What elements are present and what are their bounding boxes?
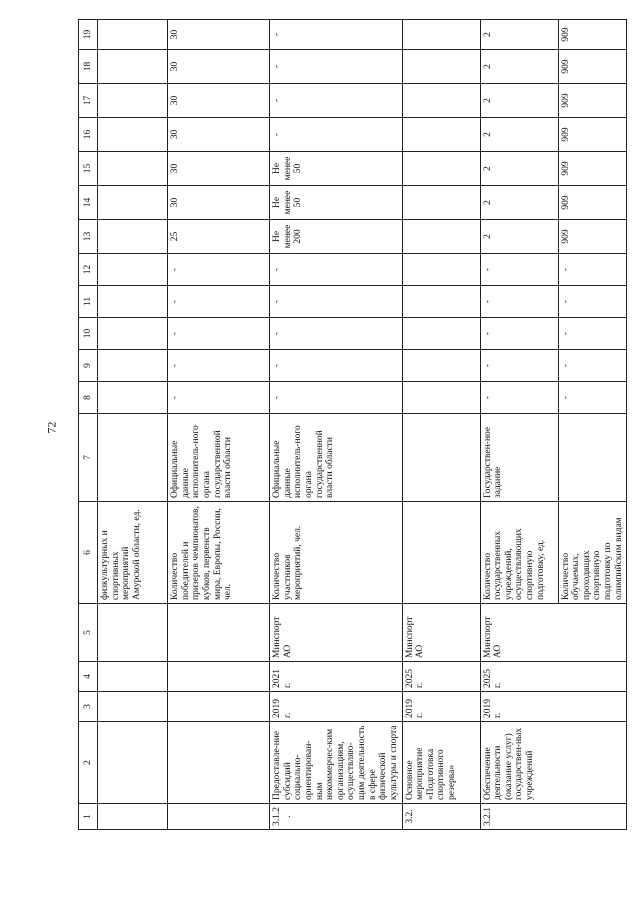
- cell-c1: 3.1.2.: [270, 804, 403, 830]
- cell-c3: [168, 692, 270, 722]
- header-cell: 2: [79, 722, 98, 804]
- cell-c4: 2021 г.: [270, 662, 403, 692]
- cell-c6: Количество государственных учреждений, осуществляющих спортивную подготовку, ед.: [480, 502, 558, 604]
- value-cell: -: [168, 254, 270, 286]
- value-cell: 909: [558, 20, 627, 50]
- value-cell: [402, 220, 480, 254]
- cell-c2: Основное мероприятие «Подготовка спортивного резерва»: [402, 722, 480, 804]
- value-cell: -: [270, 50, 403, 84]
- cell-c5: [168, 604, 270, 662]
- page-number: 72: [44, 421, 59, 434]
- value-cell: 909: [558, 84, 627, 118]
- value-cell: -: [558, 350, 627, 382]
- header-cell: 10: [79, 318, 98, 350]
- cell-c1: [168, 804, 270, 830]
- cell-c1: [98, 804, 168, 830]
- value-cell: -: [270, 20, 403, 50]
- value-cell: Не менее 50: [270, 186, 403, 220]
- header-cell: 16: [79, 118, 98, 152]
- value-cell: [402, 118, 480, 152]
- table-row: [168, 20, 270, 830]
- value-cell: -: [558, 254, 627, 286]
- value-cell: [98, 382, 168, 414]
- cell-c4: 2025 г.: [480, 662, 627, 692]
- header-cell: 13: [79, 220, 98, 254]
- header-cell: 18: [79, 50, 98, 84]
- value-cell: [98, 152, 168, 186]
- value-cell: [98, 220, 168, 254]
- cell-c5: Минспорт АО: [270, 604, 403, 662]
- value-cell: -: [270, 254, 403, 286]
- cell-c7: Государствен-ное задание: [480, 414, 558, 502]
- value-cell: -: [270, 84, 403, 118]
- cell-c2: Обеспечение деятельности (оказание услуг) государствен-ных учреждений: [480, 722, 627, 804]
- cell-c2: [98, 722, 168, 804]
- value-cell: -: [480, 382, 558, 414]
- value-cell: -: [168, 350, 270, 382]
- value-cell: [98, 118, 168, 152]
- value-cell: [402, 382, 480, 414]
- value-cell: -: [270, 350, 403, 382]
- cell-c4: [168, 662, 270, 692]
- cell-c7: [402, 414, 480, 502]
- header-row: [79, 20, 98, 830]
- value-cell: 2: [480, 220, 558, 254]
- cell-c7: Официальные данные исполнитель-ного органа государственной власти области: [168, 414, 270, 502]
- value-cell: [402, 84, 480, 118]
- table-row: [402, 20, 480, 830]
- value-cell: 2: [480, 152, 558, 186]
- cell-c6: Количество победителей и призеров чемпионатов, кубков, первенств мира, Европы, России, чел.: [168, 502, 270, 604]
- value-cell: -: [480, 286, 558, 318]
- value-cell: 909: [558, 152, 627, 186]
- value-cell: Не менее 50: [270, 152, 403, 186]
- value-cell: 2: [480, 20, 558, 50]
- value-cell: -: [480, 350, 558, 382]
- header-cell: 19: [79, 20, 98, 50]
- value-cell: 2: [480, 118, 558, 152]
- cell-c3: 2019 г.: [480, 692, 627, 722]
- cell-c3: [98, 692, 168, 722]
- cell-c5: Минспорт АО: [402, 604, 480, 662]
- value-cell: 30: [168, 152, 270, 186]
- cell-c5: [98, 604, 168, 662]
- header-cell: 4: [79, 662, 98, 692]
- value-cell: 2: [480, 186, 558, 220]
- value-cell: -: [558, 286, 627, 318]
- cell-c7: Официальные данные исполнитель-ного органа государственной власти области: [270, 414, 403, 502]
- value-cell: [98, 186, 168, 220]
- value-cell: -: [270, 286, 403, 318]
- header-cell: 1: [79, 804, 98, 830]
- header-cell: 8: [79, 382, 98, 414]
- header-cell: 14: [79, 186, 98, 220]
- cell-c1: 3.2.1: [480, 804, 627, 830]
- value-cell: -: [270, 382, 403, 414]
- value-cell: [98, 318, 168, 350]
- cell-c6: Количество обучаемых, проходящих спортивную подготовку по олимпийским видам: [558, 502, 627, 604]
- header-cell: 15: [79, 152, 98, 186]
- rotated-content: [78, 27, 624, 830]
- value-cell: [402, 20, 480, 50]
- value-cell: 30: [168, 20, 270, 50]
- value-cell: [402, 50, 480, 84]
- cell-c4: 2025 г.: [402, 662, 480, 692]
- cell-c6: физкультурных и спортивных мероприятий Амурской области, ед.: [98, 502, 168, 604]
- value-cell: 30: [168, 118, 270, 152]
- cell-c2: [168, 722, 270, 804]
- value-cell: -: [168, 382, 270, 414]
- value-cell: [98, 84, 168, 118]
- header-cell: 17: [79, 84, 98, 118]
- value-cell: -: [558, 318, 627, 350]
- table-row: [270, 20, 403, 830]
- value-cell: 25: [168, 220, 270, 254]
- value-cell: 909: [558, 186, 627, 220]
- value-cell: [98, 286, 168, 318]
- cell-c3: 2019 г.: [270, 692, 403, 722]
- value-cell: Не менее 200: [270, 220, 403, 254]
- cell-c5: Минспорт АО: [480, 604, 627, 662]
- value-cell: [402, 186, 480, 220]
- value-cell: -: [168, 318, 270, 350]
- value-cell: [98, 254, 168, 286]
- header-cell: 3: [79, 692, 98, 722]
- value-cell: [402, 254, 480, 286]
- value-cell: [98, 20, 168, 50]
- cell-c7: [558, 414, 627, 502]
- cell-c6: Количество участников мероприятий, чел.: [270, 502, 403, 604]
- rotated-table-frame: [78, 27, 624, 830]
- value-cell: 909: [558, 220, 627, 254]
- cell-c1: 3.2.: [402, 804, 480, 830]
- cell-c7: [98, 414, 168, 502]
- value-cell: 2: [480, 84, 558, 118]
- value-cell: -: [558, 382, 627, 414]
- header-cell: 11: [79, 286, 98, 318]
- value-cell: -: [168, 286, 270, 318]
- header-cell: 5: [79, 604, 98, 662]
- value-cell: [402, 152, 480, 186]
- value-cell: 909: [558, 118, 627, 152]
- table-row: [480, 20, 558, 830]
- header-cell: 6: [79, 502, 98, 604]
- table-row: [98, 20, 168, 830]
- cell-c4: [98, 662, 168, 692]
- value-cell: [402, 318, 480, 350]
- value-cell: [98, 50, 168, 84]
- value-cell: [402, 350, 480, 382]
- value-cell: 30: [168, 50, 270, 84]
- header-cell: 7: [79, 414, 98, 502]
- value-cell: -: [480, 318, 558, 350]
- value-cell: 30: [168, 186, 270, 220]
- cell-c2: Предоставле-ние субсидий социально-ориентирован-ным некоммерчес-ким организациям, осуществляю-щим деятельность в сфере физической культуры и спорта: [270, 722, 403, 804]
- header-cell: 9: [79, 350, 98, 382]
- value-cell: 909: [558, 50, 627, 84]
- program-table: [78, 19, 627, 830]
- value-cell: 2: [480, 50, 558, 84]
- value-cell: -: [270, 118, 403, 152]
- value-cell: -: [480, 254, 558, 286]
- value-cell: -: [270, 318, 403, 350]
- cell-c6: [402, 502, 480, 604]
- value-cell: [402, 286, 480, 318]
- header-cell: 12: [79, 254, 98, 286]
- value-cell: [98, 350, 168, 382]
- value-cell: 30: [168, 84, 270, 118]
- cell-c3: 2019 г.: [402, 692, 480, 722]
